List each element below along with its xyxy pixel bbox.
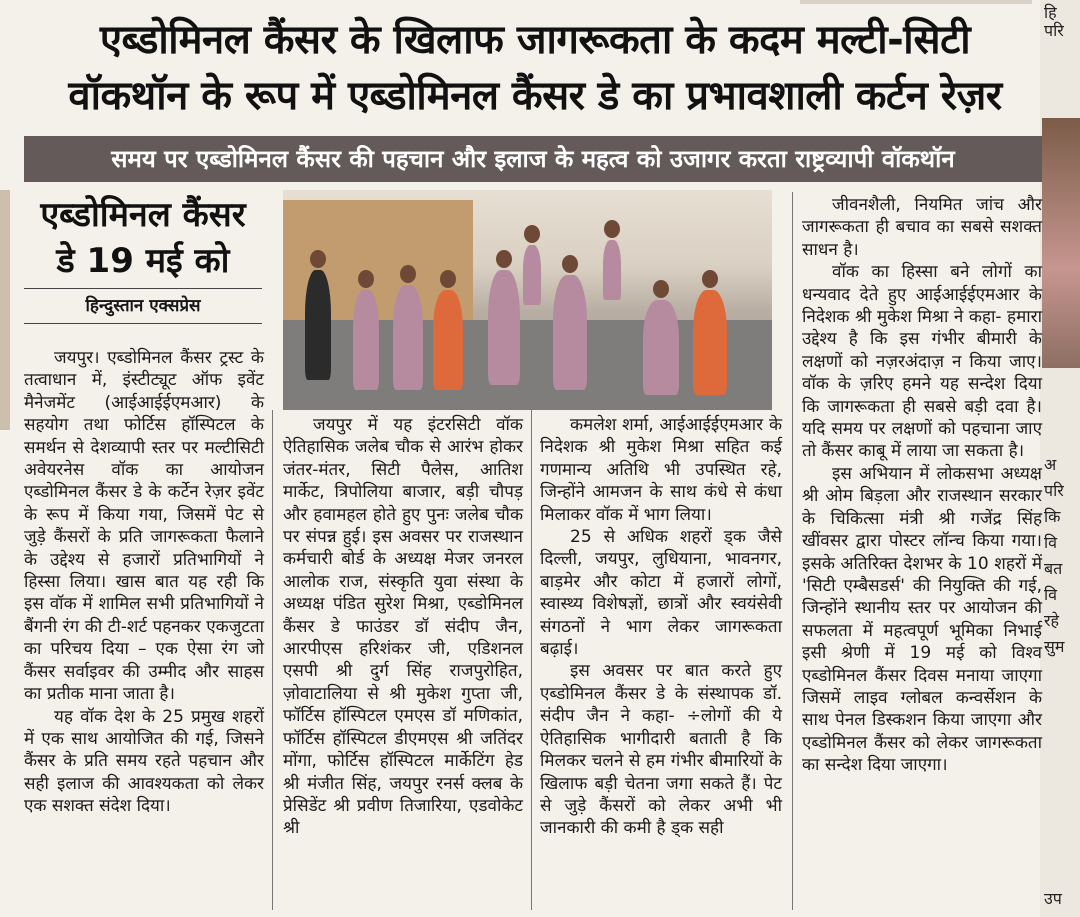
paragraph: वॉक का हिस्सा बने लोगों का धन्यवाद देते हुए आईआईईएमआर के निदेशक श्री मुकेश मिश्रा ने कहा- हमारा उद्देश्य है कि इस गंभीर बीमारी के लक्षणों को नज़रअंदाज़ न किया जाए। वॉक के ज़रिए हमने यह सन्देश दिया कि जागरूकता ही सबसे बड़ी दवा है। यदि समय पर लक्षणों को पहचाना जाए तो कैंसर काबू में लाया जा सकता है।: [802, 262, 1042, 462]
adjacent-photo-fragment: [0, 190, 10, 430]
column-divider: [792, 192, 793, 910]
article-column-2: [283, 414, 523, 840]
column-divider: [531, 410, 532, 910]
headline-line-2: वॉकथॉन के रूप में एब्डोमिनल कैंसर डे का प्रभावशाली कर्टन रेज़र: [68, 73, 1002, 119]
article-column-1: [24, 347, 264, 818]
paragraph: कमलेश शर्मा, आईआईईएमआर के निदेशक श्री मुकेश मिश्रा सहित कई गणमान्य अतिथि भी उपस्थित रहे, जिन्होंने आमजन के साथ कंधे से कंधा मिलाकर वॉक में भाग लिया।: [540, 415, 782, 525]
paragraph: इस अभियान में लोकसभा अध्यक्ष श्री ओम बिड़ला और राजस्थान सरकार के चिकित्सा मंत्री श्री गजेंद्र सिंह खींवसर द्वारा पोस्टर लॉन्च किया गया। इसके अतिरिक्त देशभर के 10 शहरों में 'सिटी एम्बैसडर्स' की नियुक्ति की गई, जिन्होंने स्थानीय स्तर पर आयोजन की सफलता में महत्वपूर्ण भूमिका निभाई इसी श्रेणी में 19 मई को विश्व एब्डोमिनल कैंसर दिवस मनाया जाएगा जिसमें लाइव ग्लोबल कन्वर्सेशन के साथ पेनल डिस्कशन किया जाएगा और एब्डोमिनल कैंसर को लेकर जागरूकता का सन्देश दिया जाएगा।: [802, 463, 1042, 776]
photo-person: [603, 240, 621, 300]
fragment-text: रहे: [1044, 611, 1060, 630]
photo-person: [693, 290, 727, 395]
fragment-text: परि: [1044, 481, 1064, 500]
adjacent-article-strip: [800, 0, 1032, 4]
photo-person: [643, 300, 679, 395]
headline: [25, 12, 1045, 124]
paragraph: जीवनशैली, नियमित जांच और जागरूकता ही बचाव का सबसे सशक्त साधन है।: [802, 195, 1042, 260]
photo-person: [488, 270, 520, 385]
headline-line-1: एब्डोमिनल कैंसर के खिलाफ जागरूकता के कदम मल्टी-सिटी: [99, 17, 971, 63]
adjacent-article-fragment: [1040, 0, 1080, 917]
fragment-text: कि: [1044, 507, 1061, 526]
paragraph: इस अवसर पर बात करते हुए एब्डोमिनल कैंसर डे के संस्थापक डॉ. संदीप जैन ने कहा- ÷लोगों की ये ऐतिहासिक भागीदारी बताती है कि मिलकर चलने से हम गंभीर बीमारियों के खिलाफ बड़ी चेतना जगा सकते हैं। पेट से जुड़े कैंसरों को लेकर अभी भी जानकारी की कमी है ड्क सही: [540, 661, 782, 839]
article-column-4: [802, 194, 1042, 777]
photo-person: [353, 290, 379, 390]
photo-person: [433, 290, 463, 390]
fragment-text: बत: [1044, 559, 1063, 578]
article-column-3: [540, 414, 782, 840]
paragraph: 25 से अधिक शहरों ड्क जैसे दिल्ली, जयपुर, लुधियाना, भावनगर, बाड़मेर और कोटा में हजारों लोगों, स्वास्थ्य विशेषज्ञों, छात्रों और स्वयंसेवी संगठनों ने भाग लेकर जागरूकता बढ़ाई।: [540, 527, 782, 660]
photo-person: [523, 245, 541, 305]
paragraph: जयपुर में यह इंटरसिटी वॉक ऐतिहासिक जलेब चौक से आरंभ होकर जंतर-मंतर, सिटी पैलेस, आतिश मार्केट, त्रिपोलिया बाजार, बड़ी चौपड़ और हवामहल होते हुए पुनः जलेब चौक पर संपन्न हुई। इस अवसर पर राजस्थान कर्मचारी बोर्ड के अध्यक्ष मेजर जनरल आलोक राज, संस्कृति युवा संस्था के अध्यक्ष पंडित सुरेश मिश्रा, एब्डोमिनल कैंसर डे फाउंडर डॉ संदीप जैन, आरपीएस हरिशंकर जी, एडिशनल एसपी श्री दुर्ग सिंह राजपुरोहित, ज़ोवाटालिया से श्री मुकेश गुप्ता जी, फॉर्टिस हॉस्पिटल एमएस डॉ मणिकांत, फॉर्टिस हॉस्पिटल डीएमएस श्री जतिंदर मोंगा, फोर्टिस हॉस्पिटल मार्केटिंग हेड श्री मंजीत सिंह, जयपुर रनर्स क्लब के प्रेसिडेंट श्री प्रवीण तिजारिया, एडवोकेट श्री: [283, 415, 523, 839]
fragment-text: सुम: [1044, 637, 1065, 656]
dateline-title-1: एब्डोमिनल कैंसर: [40, 195, 246, 235]
photo-person: [393, 285, 423, 390]
source-credit: हिन्दुस्तान एक्सप्रेस: [24, 289, 262, 324]
fragment-text: वि: [1044, 585, 1058, 604]
photo-person: [553, 275, 587, 390]
fragment-text: अ: [1044, 455, 1057, 474]
paragraph: जयपुर। एब्डोमिनल कैंसर ट्रस्ट के तत्वाधान में, इंस्टीट्यूट ऑफ इवेंट मैनेजमेंट (आईआईईएमआर) के सहयोग तथा फोर्टिस हॉस्पिटल के समर्थन से देशव्यापी स्तर पर मल्टीसिटी अवेयरनेस वॉक का आयोजन एब्डोमिनल कैंसर डे के कर्टेन रेज़र इवेंट के रूप में किया गया, जिसमें पेट से जुड़े कैंसरों के प्रति जागरूकता फैलाने के उद्देश्य से हजारों प्रतिभागियों ने हिस्सा लिया। खास बात यह रही कि इस वॉक में शामिल सभी प्रतिभागियों ने बैंगनी रंग की टी-शर्ट पहनकर एकजुटता का परिचय दिया – एक ऐसा रंग जो कैंसर सर्वाइवर की उम्मीद और साहस का प्रतीक माना जाता है।: [24, 348, 264, 705]
walkathon-photo: [283, 190, 772, 410]
photo-person: [305, 270, 331, 380]
fragment-text: हि: [1044, 3, 1057, 22]
dateline-box: [24, 192, 262, 324]
paragraph: यह वॉक देश के 25 प्रमुख शहरों में एक साथ आयोजित की गई, जिसने कैंसर के प्रति समय रहते पहचान और सही इलाज की आवश्यकता को लेकर एक सशक्त संदेश दिया।: [24, 706, 264, 817]
adjacent-photo: [1042, 118, 1080, 368]
fragment-text: परि: [1044, 21, 1064, 40]
subheadline-bar: समय पर एब्डोमिनल कैंसर की पहचान और इलाज के महत्व को उजागर करता राष्ट्रव्यापी वॉकथॉन: [24, 136, 1042, 182]
fragment-text: वि: [1044, 533, 1058, 552]
fragment-text: उप: [1044, 889, 1062, 908]
dateline-title-2: डे 19 मई को: [56, 241, 230, 281]
column-divider: [272, 410, 273, 910]
